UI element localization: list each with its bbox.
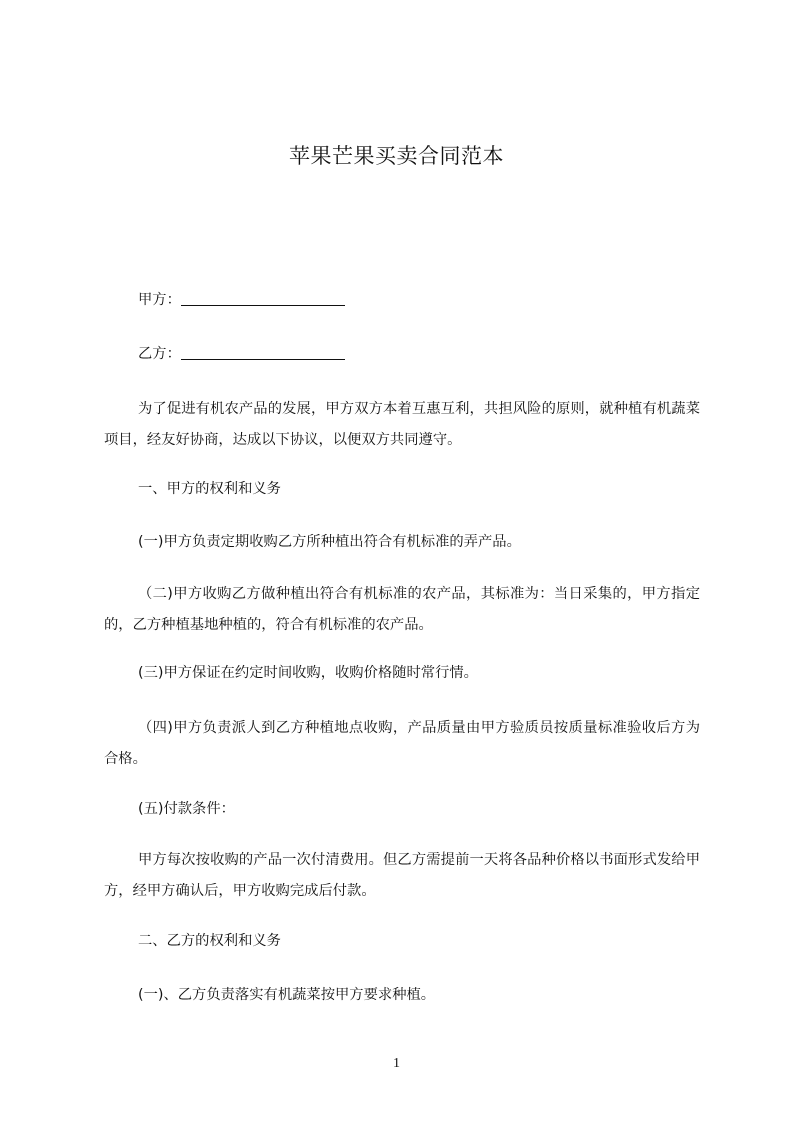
party-b-line [104,342,704,366]
party-b-blank [181,343,345,360]
party-b-label: 乙方： [138,346,181,362]
party-a-clause-4: （四)甲方负责派人到乙方种植地点收购，产品质量由甲方验质员按质量标准验收后方为合格。 [104,720,700,767]
party-a-clause-3: (三)甲方保证在约定时间收购，收购价格随时常行情。 [138,665,478,681]
intro-paragraph: 为了促进有机农产品的发展，甲方双方本着互惠互利，共担风险的原则，就种植有机蔬菜项目，经友好协商，达成以下协议，以便双方共同遵守。 [104,401,700,448]
page-number: 1 [393,1056,400,1071]
section-heading-party-a: 一、甲方的权利和义务 [138,481,281,497]
party-a-clause-5: (五)付款条件： [138,801,235,817]
party-b-clause-1: (一)、乙方负责落实有机蔬菜按甲方要求种植。 [138,987,436,1003]
party-a-clause-1: (一)甲方负责定期收购乙方所种植出符合有机标准的弄产品。 [138,534,521,550]
party-a-blank [181,289,345,306]
payment-terms-paragraph: 甲方每次按收购的产品一次付清费用。但乙方需提前一天将各品种价格以书面形式发给甲方，经甲方确认后，甲方收购完成后付款。 [104,852,700,899]
party-a-label: 甲方： [138,292,181,308]
party-a-clause-2: （二)甲方收购乙方做种植出符合有机标准的农产品，其标准为：当日采集的，甲方指定的，乙方种植基地种植的，符合有机标准的农产品。 [104,586,700,633]
document-title: 苹果芒果买卖合同范本 [289,144,504,168]
section-heading-party-b: 二、乙方的权利和义务 [138,933,281,949]
party-a-line [104,288,704,312]
